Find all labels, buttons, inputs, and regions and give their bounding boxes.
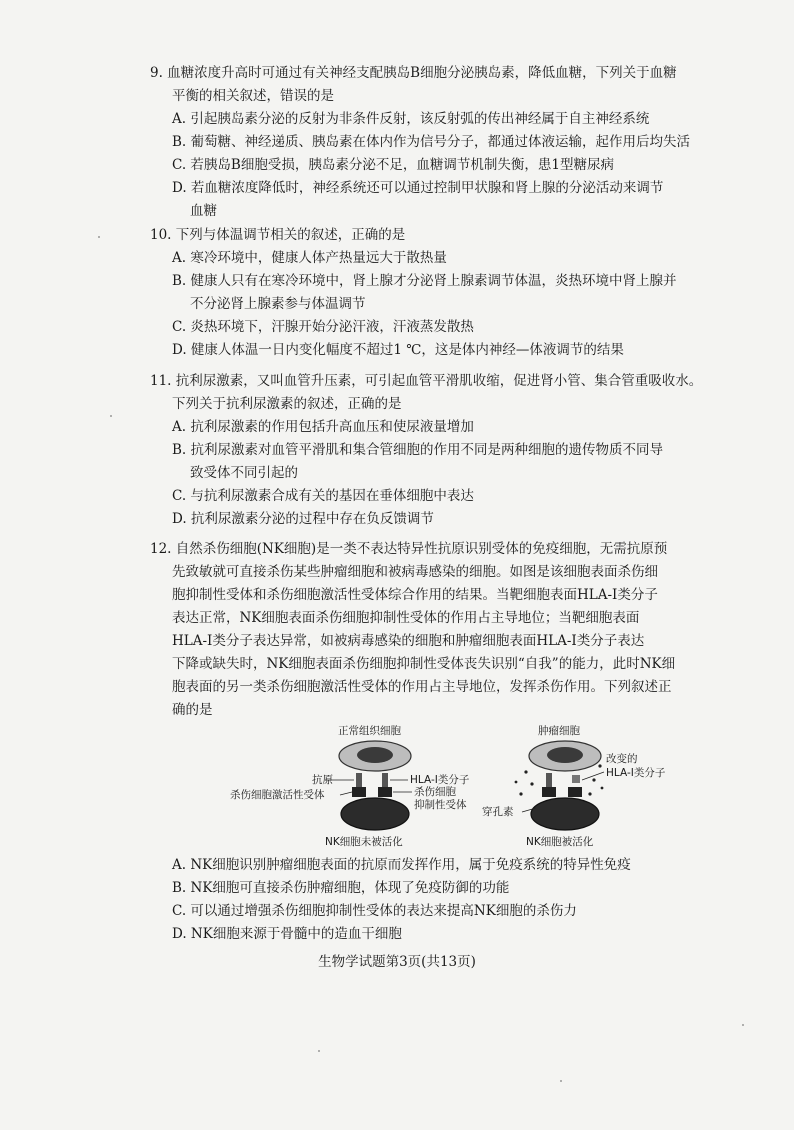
question-11-option-c[interactable]: [150, 485, 760, 508]
question-9-stem-line2: 平衡的相关叙述，错误的是: [172, 88, 334, 104]
option-text: B. NK细胞可直接杀伤肿瘤细胞，体现了免疫防御的功能: [172, 880, 510, 896]
figure-left-caption: NK细胞未被活化: [325, 836, 403, 848]
altered-hla-mark: [572, 775, 580, 783]
question-12-option-a[interactable]: [150, 854, 760, 877]
label-killer-cell: 杀伤细胞: [414, 786, 456, 798]
question-10-option-c[interactable]: [150, 316, 760, 339]
question-12-option-d[interactable]: [150, 923, 760, 946]
question-10-option-d[interactable]: [150, 339, 760, 362]
option-text: D. 抗利尿激素分泌的过程中存在负反馈调节: [172, 511, 434, 527]
normal-cell-nucleus: [357, 747, 393, 763]
question-12-option-b[interactable]: [150, 877, 760, 900]
scan-speck: [560, 1080, 562, 1082]
label-antigen: 抗原: [312, 774, 333, 786]
scan-speck: [98, 236, 100, 238]
option-text-cont: 不分泌肾上腺素参与体温调节: [190, 296, 366, 312]
question-9-option-c[interactable]: [150, 154, 760, 177]
question-11-option-a[interactable]: [150, 416, 760, 439]
label-altered: 改变的: [606, 753, 638, 765]
hla-molecule-mark: [382, 773, 388, 787]
tumor-cell-nucleus: [547, 747, 583, 763]
figure-left-title: 正常组织细胞: [338, 725, 401, 737]
figure-right-caption: NK细胞被活化: [526, 836, 594, 848]
question-11: [150, 370, 760, 531]
label-inhibitory-receptor: 抑制性受体: [414, 799, 467, 811]
scan-speck: [742, 1024, 744, 1026]
question-12-options: [150, 854, 760, 946]
figure-right-title: 肿瘤细胞: [538, 725, 580, 737]
option-text: D. 若血糖浓度降低时，神经系统还可以通过控制甲状腺和肾上腺的分泌活动来调节: [172, 180, 664, 196]
question-12-option-c[interactable]: [150, 900, 760, 923]
label-hla-left: HLA-Ⅰ类分子: [410, 774, 470, 786]
page-footer: 生物学试题第3页(共13页): [318, 954, 476, 970]
question-12-stem-line: HLA-Ⅰ类分子表达异常，如被病毒感染的细胞和肿瘤细胞表面HLA-Ⅰ类分子表达: [172, 633, 645, 649]
question-10: [150, 224, 760, 362]
question-10-stem-line1: 10. 下列与体温调节相关的叙述，正确的是: [150, 227, 406, 243]
tumor-activating-receptor-mark: [542, 787, 556, 797]
label-hla-right: HLA-Ⅰ类分子: [606, 767, 666, 779]
option-text: D. 健康人体温一日内变化幅度不超过1 ℃，这是体内神经—体液调节的结果: [172, 342, 624, 358]
question-11-stem-line2: 下列关于抗利尿激素的叙述，正确的是: [172, 396, 402, 412]
option-text: C. 与抗利尿激素合成有关的基因在垂体细胞中表达: [172, 488, 474, 504]
question-9-option-b[interactable]: [150, 131, 760, 154]
question-10-option-b[interactable]: [150, 270, 760, 316]
question-12: [150, 538, 760, 722]
option-text: B. 健康人只有在寒冷环境中，肾上腺才分泌肾上腺素调节体温，炎热环境中肾上腺并: [172, 273, 677, 289]
question-12-stem-line: 表达正常，NK细胞表面杀伤细胞抑制性受体的作用占主导地位；当靶细胞表面: [172, 610, 640, 626]
question-10-stem: [150, 224, 760, 247]
question-11-option-b[interactable]: [150, 439, 760, 485]
option-text: A. 抗利尿激素的作用包括升高血压和使尿液量增加: [172, 419, 474, 435]
tumor-inhibitory-receptor-mark: [568, 787, 582, 797]
option-text: A. 寒冷环境中，健康人体产热量远大于散热量: [172, 250, 447, 266]
option-text: D. NK细胞来源于骨髓中的造血干细胞: [172, 926, 402, 942]
question-12-stem-line: 下降或缺失时，NK细胞表面杀伤细胞抑制性受体丧失识别“自我”的能力，此时NK细: [172, 656, 676, 672]
question-9-option-a[interactable]: [150, 108, 760, 131]
label-perforin: 穿孔素: [482, 806, 514, 818]
option-text: C. 炎热环境下，汗腺开始分泌汗液，汗液蒸发散热: [172, 319, 474, 335]
option-text: A. 引起胰岛素分泌的反射为非条件反射，该反射弧的传出神经属于自主神经系统: [172, 111, 650, 127]
nk-cell-figure: [230, 722, 750, 848]
question-12-stem-line1: 12. 自然杀伤细胞(NK细胞)是一类不表达特异性抗原识别受体的免疫细胞，无需抗原预: [150, 541, 668, 557]
activating-receptor-mark: [352, 787, 366, 797]
option-text: C. 可以通过增强杀伤细胞抑制性受体的表达来提高NK细胞的杀伤力: [172, 903, 577, 919]
option-text-cont: 血糖: [190, 203, 217, 219]
question-9: [150, 62, 760, 223]
scan-speck: [110, 415, 112, 417]
label-activating-receptor: 杀伤细胞激活性受体: [230, 789, 325, 801]
nk-cell-active-shape: [531, 798, 599, 830]
option-text: A. NK细胞识别肿瘤细胞表面的抗原而发挥作用，属于免疫系统的特异性免疫: [172, 857, 631, 873]
option-text: B. 抗利尿激素对血管平滑肌和集合管细胞的作用不同是两种细胞的遗传物质不同导: [172, 442, 664, 458]
tumor-antigen-mark: [546, 773, 552, 787]
question-12-stem: [150, 538, 760, 722]
option-text: B. 葡萄糖、神经递质、胰岛素在体内作为信号分子，都通过体液运输，起作用后均失活: [172, 134, 691, 150]
question-12-stem-line: 胞抑制性受体和杀伤细胞激活性受体综合作用的结果。当靶细胞表面HLA-Ⅰ类分子: [172, 587, 658, 603]
question-11-stem-line1: 11. 抗利尿激素，又叫血管升压素，可引起血管平滑肌收缩，促进肾小管、集合管重吸收水。: [150, 373, 703, 389]
question-9-stem: [150, 62, 760, 108]
question-12-stem-line: 胞表面的另一类杀伤细胞激活性受体的作用占主导地位，发挥杀伤作用。下列叙述正: [172, 679, 672, 695]
nk-cell-inactive-shape: [341, 798, 409, 830]
question-9-option-d[interactable]: [150, 177, 760, 223]
question-10-option-a[interactable]: [150, 247, 760, 270]
question-9-stem-line1: 9. 血糖浓度升高时可通过有关神经支配胰岛B细胞分泌胰岛素，降低血糖，下列关于血糖: [150, 65, 677, 81]
option-text: C. 若胰岛B细胞受损，胰岛素分泌不足，血糖调节机制失衡，患1型糖尿病: [172, 157, 614, 173]
antigen-mark: [356, 773, 362, 787]
question-11-option-d[interactable]: [150, 508, 760, 531]
scan-speck: [318, 1050, 320, 1052]
question-12-stem-line: 确的是: [172, 702, 213, 718]
option-text-cont: 致受体不同引起的: [190, 465, 298, 481]
question-11-stem: [150, 370, 760, 416]
question-12-stem-line: 先致敏就可直接杀伤某些肿瘤细胞和被病毒感染的细胞。如图是该细胞表面杀伤细: [172, 564, 658, 580]
inhibitory-receptor-mark: [378, 787, 392, 797]
